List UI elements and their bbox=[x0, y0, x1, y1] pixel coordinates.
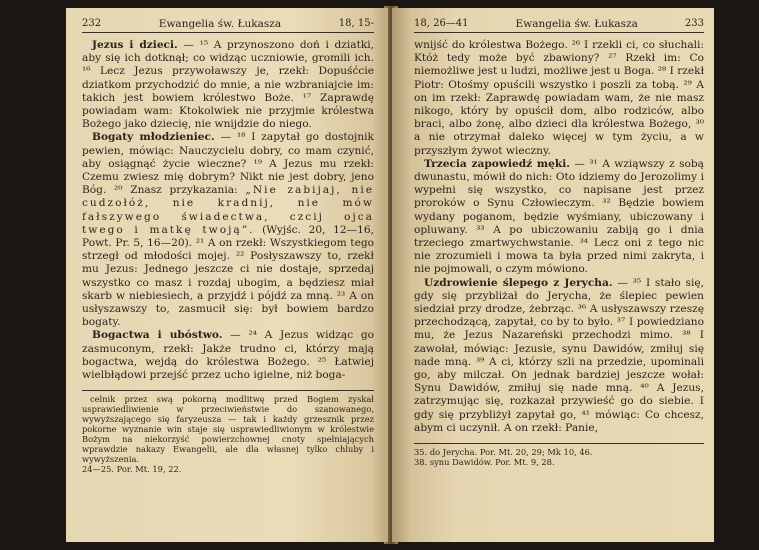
right-footnotes bbox=[414, 443, 704, 467]
section-heading: Trzecia zapowiedź męki. bbox=[424, 157, 570, 170]
right-running-header bbox=[414, 18, 704, 33]
left-footnotes bbox=[82, 390, 374, 474]
right-page bbox=[392, 8, 714, 542]
paragraph-text: — ³⁵ I stało się, gdy się przybliżał do Jerycha, że ślepiec pewien siedział przy drodze, żebrząc. ³⁶ A usłyszawszy rzeszę przechodzącą, zapytał, co by to było. ³⁷ I powiedziano mu, że Jezus Nazareński przechodzi mimo. ³⁸ I zawołał, mówiąc: Jezusie, synu Dawidów, zmiłuj się nade mną. ³⁹ A ci, którzy szli na przedzie, upominali go, aby milczał. On jednak bardziej jeszcze wołał: Synu Dawidów, zmiłuj się nade mną. ⁴⁰ A Jezus, zatrzymując się, rozkazał przywieść go do siebie. I gdy się przybliżył zapytał go, ⁴¹ mówiąc: Co chcesz, abym ci uczynił. A on rzekł: Panie, bbox=[414, 276, 704, 434]
paragraph-text: wnijść do królestwa Bożego. ²⁶ I rzekli ci, co słuchali: Któż tedy może być zbawiony? ²⁷ Rzekł im: Co niemożliwe jest u ludzi, możliwe jest u Boga. ²⁸ I rzekł Piotr: Otośmy opuścili wszystko i poszli za tobą. ²⁹ A on im rzekł: Zaprawdę powiadam wam, że nie masz nikogo, który by opuścił dom, albo rodziców, albo braci, albo żonę, albo dzieci dla królestwa Bożego, ³⁰ a nie otrzymał daleko więcej w tym życiu, a w przyszłym żywot wieczny. bbox=[414, 39, 704, 157]
paragraph-wealth-poverty bbox=[82, 329, 374, 382]
left-running-title: Ewangelia św. Łukasza bbox=[158, 18, 282, 30]
paragraph-text: — ³¹ A wziąwszy z sobą dwunastu, mówił do nich: Oto idziemy do Jerozolimy i wypełni się wszystko, co napisane jest przez proroków o Synu Człowieczym. ³² Będzie bowiem wydany poganom, będzie wyśmiany, ubiczowany i opluwany. ³³ A po ubiczowaniu zabiją go i dnia trzeciego zmartwychwstanie. ³⁴ Lecz oni z tego nic nie zrozumieli i mowa ta była przed nimi zakryta, i nie pojmowali, o czym mówiono. bbox=[414, 157, 704, 276]
left-chapter-ref: 18, 15- bbox=[338, 18, 374, 29]
paragraph-text: — ¹⁸ I zapytał go dostojnik pewien, mówiąc: Nauczycielu dobry, co mam czynić, aby osiągnąć życie wieczne? ¹⁹ A Jezus mu rzekł: Czemu zwiesz mię dobrym? Nikt nie jest dobry, jeno Bóg. ²⁰ Znasz przykazania: bbox=[82, 131, 374, 197]
section-heading: Jezus i dzieci. bbox=[92, 39, 178, 51]
paragraph-text: (Wyjśc. 20, 12—16, Powt. Pr. 5, 16—20). ²¹ A on rzekł: Wszystkiegom tego strzegł od młodości mojej. ²² Posłyszawszy to, rzekł mu Jezus: Jednego jeszcze ci nie dostaje, sprzedaj wszystko co masz i rozdaj ubogim, a będziesz miał skarb w niebiesiech, a przyjdź i pójdź za mną. ²³ A on usłyszawszy to, zasmucił się: był bowiem bardzo bogaty. bbox=[82, 223, 374, 329]
paragraph-text: — ¹⁵ A przynoszono doń i dziatki, aby się ich dotknął; co widząc uczniowie, gromili ich. ¹⁶ Lecz Jezus przywoławszy je, rzekł: Dopuśćcie dziatkom przychodzić do mnie, a nie wzbraniajcie im: takich jest bowiem królestwo Boże. ¹⁷ Zaprawdę powiadam wam: Ktokolwiek nie przyjmie królestwa Bożego jako dziecię, nie wnijdzie do niego. bbox=[82, 39, 375, 131]
footnote-reference: 24—25. Por. Mt. 19, 22. bbox=[82, 464, 182, 475]
section-heading: Bogactwa i ubóstwo. bbox=[92, 329, 223, 342]
footnote-reference: 38. synu Dawidów. Por. Mt. 9, 28. bbox=[414, 457, 555, 468]
right-chapter-ref: 18, 26—41 bbox=[414, 18, 469, 29]
left-running-header bbox=[82, 18, 374, 33]
left-page bbox=[66, 8, 388, 542]
right-page-number: 233 bbox=[684, 18, 704, 29]
footnote-commentary: celnik przez swą pokorną modlitwę przed Bogiem zyskał usprawiedliwienie w przeciwieństwie do szanowanego, wywyższającego się faryzeusza — tak i każdy grzesznik przez pokorne wyznanie win staje się usprawiedliwionym w królestwie Bożym na niekorzyść powierzchownej cnoty spełniających wprawdzie nakazy Ewangelii, ale dla własnej tylko chluby i wywyższenia. bbox=[82, 394, 374, 465]
right-running-title: Ewangelia św. Łukasza bbox=[515, 18, 638, 30]
commandments-quote: „Nie zabijaj, nie cudzołóż, nie kradnij, nie mów fałszywego świadectwa, czcij ojca twego i matkę twoją”. bbox=[82, 184, 374, 236]
paragraph-text: — ²⁴ A Jezus widząc go zasmuconym, rzekł: Jakże trudno ci, którzy mają bogactwa, wejdą do królestwa Bożego. ²⁵ Łatwiej wielbłądowi przejść przez ucho igielne, niż boga- bbox=[82, 329, 374, 382]
paragraph-third-passion-prediction bbox=[414, 158, 704, 277]
footnote-reference: 35. do Jerycha. Por. Mt. 20, 29; Mk 10, 46. bbox=[414, 447, 593, 458]
paragraph-rich-young-man bbox=[82, 131, 374, 329]
paragraph-blind-man-jericho bbox=[414, 277, 704, 435]
section-heading: Uzdrowienie ślepego z Jerycha. bbox=[424, 276, 613, 289]
left-page-number: 232 bbox=[82, 18, 102, 29]
paragraph-continuation bbox=[414, 39, 704, 158]
section-heading: Bogaty młodzieniec. bbox=[92, 131, 215, 144]
paragraph-jesus-children bbox=[82, 39, 374, 131]
